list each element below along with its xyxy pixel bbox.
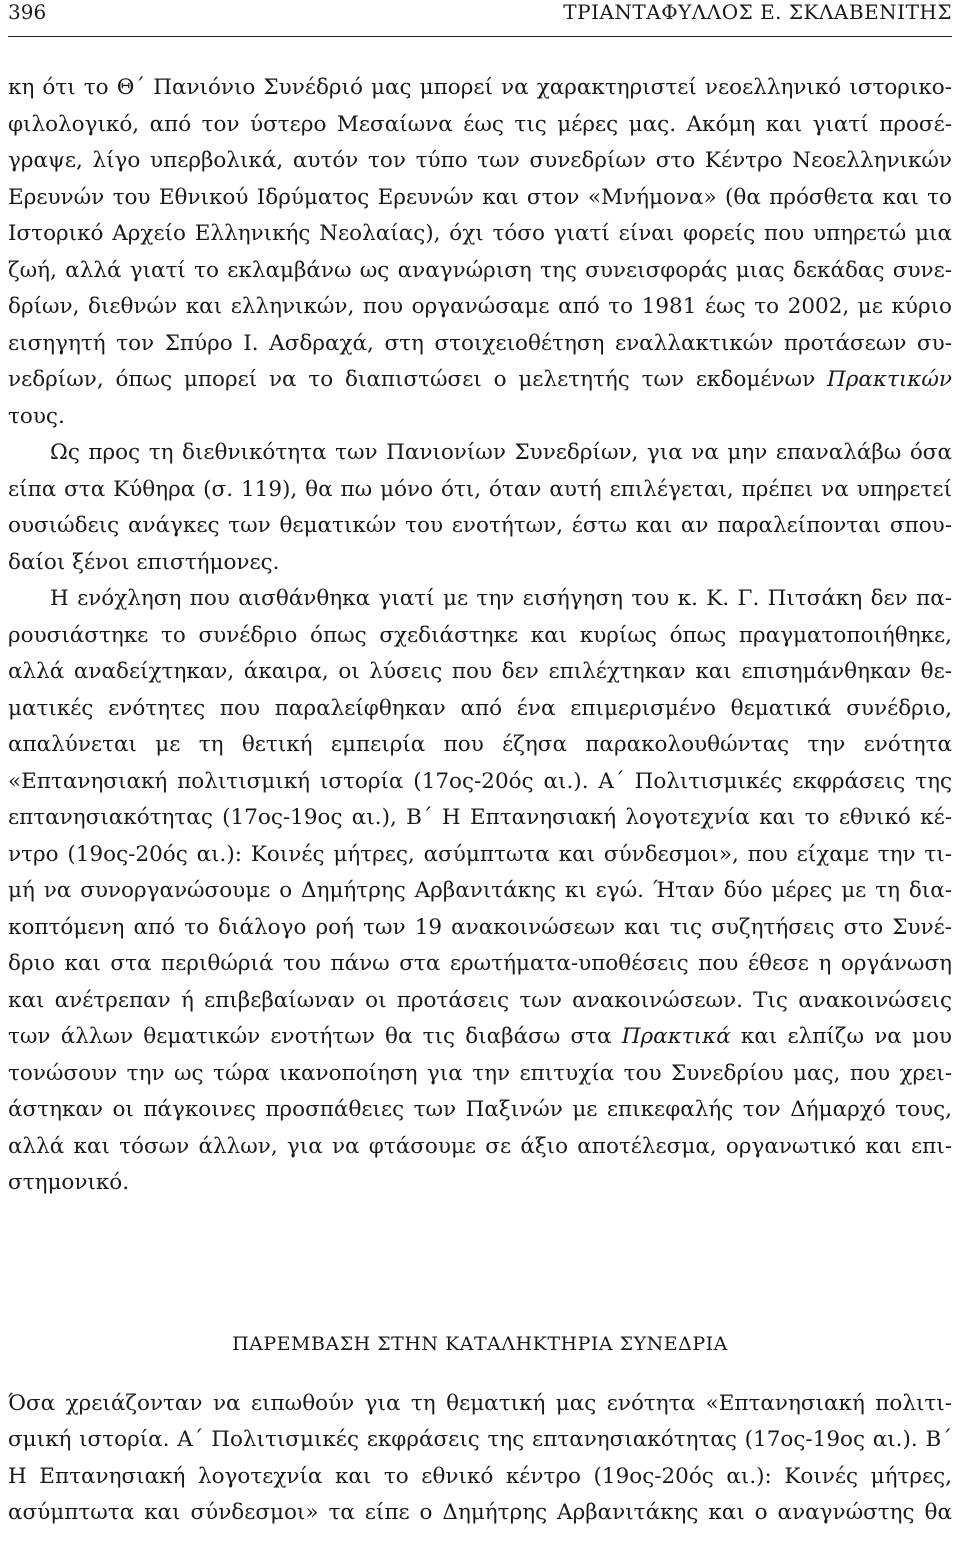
text-line: Η ενόχληση που αισθάνθηκα γιατί με την εισήγηση του κ. Κ. Γ. Πιτσάκη δεν πα- — [50, 586, 952, 611]
text-line: είπα στα Κύθηρα (σ. 119), θα πω μόνο ότι, όταν αυτή επιλέγεται, πρέπει να υπηρετεί — [8, 476, 952, 502]
text-line: τονώσουν την ως τώρα ικανοποίηση για την επιτυχία του Συνεδρίου μας, που χρει- — [8, 1060, 952, 1086]
text-span: νεδρίων, όπως μπορεί να το διαπιστώσει ο μελετητής των εκδομένων — [8, 367, 827, 392]
text-line: σμική ιστορία. Α΄ Πολιτισμικές εκφράσεις της επτανησιακότητας (17ος-19ος αι.). Β΄ — [8, 1427, 952, 1452]
text-span: και ελπίζω να μου — [730, 1024, 952, 1049]
text-line: «Επτανησιακή πολιτισμική ιστορία (17ος-20ός αι.). Α΄ Πολιτισμικές εκφράσεις της — [8, 768, 952, 794]
text-line: δρίων, διεθνών και ελληνικών, που οργανώσαμε από το 1981 έως το 2002, με κύριο — [8, 294, 952, 319]
text-line: τους. — [8, 403, 65, 429]
text-line: κη ότι το Θ΄ Πανιόνιο Συνέδριό μας μπορεί να χαρακτηριστεί νεοελληνικό ιστορικο- — [8, 75, 952, 100]
text-line: στημονικό. — [8, 1170, 130, 1195]
text-line: Ως προς τη διεθνικότητα των Πανιονίων Συνεδρίων, για να μην επαναλάβω όσα — [50, 440, 952, 465]
page-header — [8, 0, 952, 37]
text-line: γραψε, λίγο υπερβολικά, αυτόν τον τύπο των συνεδρίων στο Κέντρο Νεοελληνικών — [8, 148, 952, 173]
text-line: Όσα χρειάζονταν να ειπωθούν για τη θεματική μας ενότητα «Επτανησιακή πολιτι- — [8, 1390, 952, 1416]
text-line: επτανησιακότητας (17ος-19ος αι.), Β΄ Η Επτανησιακή λογοτεχνία και το εθνικό κέ- — [8, 805, 952, 830]
paragraph — [8, 435, 952, 581]
text-line: κοπτόμενη από το διάλογο ροή των 19 ανακοινώσεων και τις συζητήσεις στο Συνέ- — [8, 914, 952, 940]
paragraph — [8, 70, 952, 435]
text-line: δριο και στα περιθώριά του πάνω στα ερωτήματα-υποθέσεις που έθεσε η οργάνωση — [8, 951, 952, 976]
italic-title: Πρακτικών — [826, 367, 952, 392]
text-line: φιλολογικό, από τον ύστερο Μεσαίωνα έως τις μέρες μας. Ακόμη και γιατί προσέ- — [8, 111, 952, 137]
body-text — [8, 70, 952, 1532]
text-line: Ιστορικό Αρχείο Ελληνικής Νεολαίας), όχι τόσο γιατί είναι φορείς που υπηρετώ μια — [8, 221, 952, 246]
text-line: ρουσιάστηκε το συνέδριο όπως σχεδιάστηκε και κυρίως όπως πραγματοποιήθηκε, — [8, 622, 952, 648]
text-line: Η Επτανησιακή λογοτεχνία και το εθνικό κέντρο (19ος-20ός αι.): Κοινές μήτρες, — [8, 1463, 952, 1489]
text-line: δαίοι ξένοι επιστήμονες. — [8, 549, 280, 575]
text-line: άστηκαν οι πάγκοινες προσπάθειες των Παξινών με επικεφαλής τον Δήμαρχό τους, — [8, 1097, 952, 1122]
text-line: μή να συνοργανώσουμε ο Δημήτρης Αρβανιτάκης κι εγώ. Ήταν δύο μέρες με τη δια- — [8, 878, 952, 903]
page-number: 396 — [8, 0, 47, 24]
text-line: Ερευνών του Εθνικού Ιδρύματος Ερευνών και στον «Μνήμονα» (θα πρόσθετα και το — [8, 184, 952, 210]
text-line — [8, 1019, 952, 1056]
paragraph — [8, 1386, 952, 1532]
text-span: των άλλων θεματικών ενοτήτων θα τις διαβάσω στα — [8, 1024, 622, 1049]
italic-title: Πρακτικά — [621, 1024, 731, 1049]
text-line: ντρο (19ος-20ός αι.): Κοινές μήτρες, ασύμπτωτα και σύνδεσμοι», που είχαμε την τι- — [8, 841, 952, 867]
text-line: ζωή, αλλά γιατί το εκλαμβάνω ως αναγνώριση της συνεισφοράς μιας δεκάδας συνε- — [8, 257, 952, 283]
text-line: ασύμπτωτα και σύνδεσμοι» τα είπε ο Δημήτρης Αρβανιτάκης και ο αναγνώστης θα — [8, 1500, 952, 1525]
text-line: εισηγητή τον Σπύρο Ι. Ασδραχά, στη στοιχειοθέτηση εναλλακτικών προτάσεων συ- — [8, 330, 952, 356]
book-page — [8, 0, 952, 1532]
text-line: αλλά και τόσων άλλων, για να φτάσουμε σε άξιο αποτέλεσμα, οργανωτικό και επι- — [8, 1133, 952, 1159]
text-line: αλλά αναδείχτηκαν, άκαιρα, οι λύσεις που δεν επιλέχτηκαν και επισημάνθηκαν θε- — [8, 659, 952, 684]
paragraph — [8, 581, 952, 1202]
text-line: ματικές ενότητες που παραλείφθηκαν από ένα επιμερισμένο θεματικά συνέδριο, — [8, 695, 952, 721]
text-line: ουσιώδεις ανάγκες των θεματικών του ενοτήτων, έστω και αν παραλείπονται σπου- — [8, 513, 952, 538]
text-line — [8, 362, 952, 399]
text-line: και ανέτρεπαν ή επιβεβαίωναν οι προτάσεις των ανακοινώσεων. Τις ανακοινώσεις — [8, 987, 952, 1013]
section-heading: ΠΑΡΕΜΒΑΣΗ ΣΤΗΝ ΚΑΤΑΛΗΚΤΗΡΙΑ ΣΥΝΕΔΡΙΑ — [232, 1332, 728, 1355]
text-line: απαλύνεται με τη θετική εμπειρία που έζησα παρακολουθώντας την ενότητα — [8, 732, 952, 757]
running-head: ΤΡΙΑΝΤΑΦΥΛΛΟΣ Ε. ΣΚΛΑΒΕΝΙΤΗΣ — [563, 0, 952, 24]
